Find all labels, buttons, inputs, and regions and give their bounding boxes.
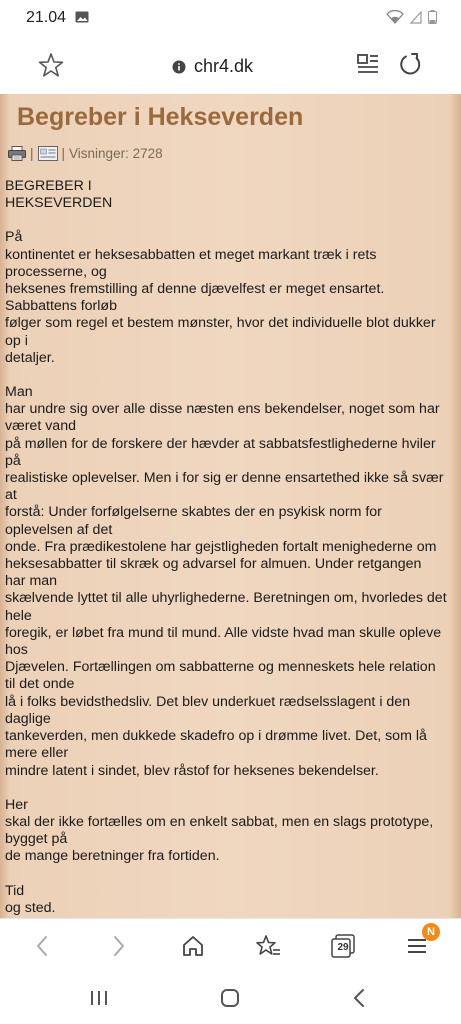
home-system-icon[interactable] [220,988,240,1008]
text-line: Djævelen. Fortællingen om sabbatterne og menneskets hele relation [5,659,436,676]
text-line: og sted. [5,899,56,916]
text-line: Man [5,384,33,401]
article-meta [8,146,163,161]
info-icon[interactable] [172,60,186,74]
browser-toolbar [0,36,461,94]
paragraph [5,178,457,212]
forward-button[interactable] [104,931,134,961]
paragraph [5,229,457,367]
paragraph [5,883,457,917]
signal-icon [410,11,422,24]
reload-icon[interactable] [398,52,422,76]
text-line: har undre sig over alle disse næsten ens bekendelser, noget som har [5,401,440,418]
status-icons [386,10,437,24]
status-bar [0,0,461,36]
text-line: op i [5,332,28,349]
text-line: skælvende lyttet til alle uhyrlighederne. Beretningen om, hvorledes det [5,590,447,607]
chevron-left-icon [35,935,49,957]
back-button[interactable] [27,931,57,961]
paragraph [5,797,457,866]
bookmark-list-icon [255,934,281,958]
reader-mode-icon[interactable] [356,52,380,76]
print-icon[interactable] [8,146,26,161]
browser-bottom-bar [0,918,461,975]
home-icon [181,934,205,958]
chevron-right-icon [112,935,126,957]
text-line: realistiske oplevelser. Men i for sig er denne ensartethed ikke så svær [5,470,444,487]
text-line: til det onde [5,676,75,693]
text-line: kontinentet er heksesabbatten et meget markant træk i rets [5,246,377,263]
text-line: været vand [5,418,76,435]
text-line: har man [5,573,58,590]
web-page-content [0,94,461,918]
home-button[interactable] [178,931,208,961]
status-time: 21.04 [26,9,67,26]
recent-apps-icon[interactable] [90,990,108,1006]
notification-badge: N [422,923,440,941]
text-line: BEGREBER I [5,178,92,194]
text-line: at [5,487,17,504]
text-line: lå i folks bevidsthedsliv. Det blev underkuet rædselsslagent i den [5,693,411,710]
text-line: onde. Fra prædikestolene har gejstligheden fortalt menighederne om [5,538,437,555]
url-text[interactable]: chr4.dk [194,56,254,76]
text-line: detaljer. [5,349,55,366]
text-line: hele [5,607,32,624]
text-line: mere eller [5,745,69,762]
text-line: hos [5,642,28,659]
text-line: på møllen for de forskere der hævder at sabbatsfestlighederne hviler [5,435,436,452]
email-icon[interactable] [38,146,58,161]
back-system-icon[interactable] [352,988,366,1008]
article-body [5,178,457,918]
text-line: På [5,229,23,246]
gallery-notification-icon [75,11,89,23]
text-line: mindre latent i sindet, blev råstof for heksenes bekendelser. [5,762,379,779]
text-line: på [5,452,21,469]
text-line: heksesabbatter til skræk og advarsel for almuen. Under retgangen [5,556,422,573]
battery-icon [428,10,437,24]
view-count: Visninger: 2728 [69,146,163,161]
bookmark-star-icon[interactable] [38,52,64,78]
meta-separator: | [30,146,34,161]
tabs-button[interactable] [328,931,358,961]
text-line: følger som regel et bestem mønster, hvor det individuelle blot dukker [5,315,436,332]
text-line: Her [5,796,28,813]
text-line: tankeverden, men dukkede skadefro op i drømme livet. Det, som lå [5,728,427,745]
text-line: daglige [5,710,51,727]
meta-separator: | [61,146,66,161]
menu-button[interactable] [402,926,435,961]
text-line: heksenes fremstilling af denne djævelfest er meget ensartet. [5,281,385,298]
page-title: Begreber i Hekseverden [17,103,304,131]
tab-count: 29 [337,942,349,953]
text-line: Sabbattens forløb [5,298,117,315]
text-line: bygget på [5,831,68,848]
system-navigation-bar [0,974,461,1024]
wifi-icon [386,10,404,24]
text-line: HEKSEVERDEN [5,195,113,212]
text-line: Tid [5,882,25,899]
text-line: foregik, er løbet fra mund til mund. Alle vidste hvad man skulle opleve [5,624,442,641]
text-line: processerne, og [5,263,107,280]
paragraph [5,384,457,780]
bookmarks-button[interactable] [253,931,283,961]
text-line: oplevelsen af det [5,521,113,538]
text-line: skal der ikke fortælles om en enkelt sabbat, men en slags prototype, [5,813,434,830]
text-line: forstå: Under forfølgelserne skabtes der en psykisk norm for [5,504,382,521]
text-line: de mange beretninger fra fortiden. [5,848,220,865]
address-bar[interactable] [172,56,253,77]
